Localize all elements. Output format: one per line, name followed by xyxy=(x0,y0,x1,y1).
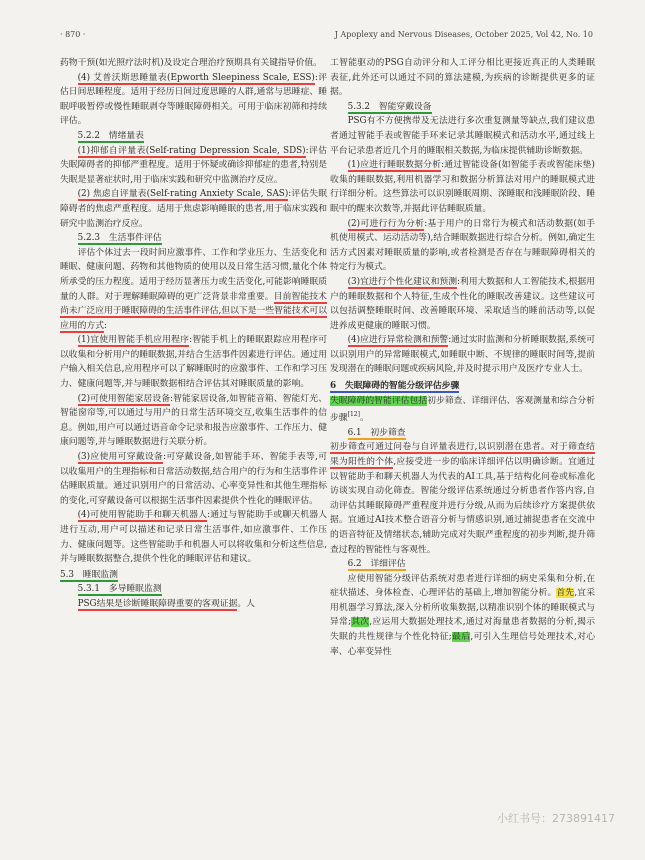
sas-item: (2) 焦虑自评量表(Self-rating Anxiety Scale, SAS):评估失眠障碍者的焦虑严重程度。适用于焦虑影响睡眠的患者,用于临床实践和研究中监测治疗反应。 xyxy=(60,189,327,229)
ess-item: (4) 艾普沃斯思睡量表(Epworth Sleepiness Scale, ESS):评估日间思睡程度。适用于经历日间过度思睡的人群,通常与思睡症、睡眠呼吸暂停或慢性睡眠剥夺等睡眠障碍相关。可用于临床初筛和持续评估。 xyxy=(60,72,327,127)
section-6-paragraph: 失眠障碍的智能评估包括初步筛查、详细评估、客观测量和综合分析步骤[12]。 xyxy=(330,395,595,424)
right-column xyxy=(330,56,595,659)
smartphone-item: (1)宜使用智能手机应用程序:智能手机上的睡眠跟踪应用程序可以收集和分析用户的睡眠数据,并结合生活事件因素进行评估。通过用户输入相关信息,应用程序可以了解睡眠时的应激事件、工作和学习压力、健康问题等,并与睡眠数据相结合评估其对睡眠质量的影响。 xyxy=(60,335,327,390)
data-analysis-item: (1)应进行睡眠数据分析:通过智能设备(如智能手表或智能床垫)收集的睡眠数据,利用机器学习和数据分析算法对用户的睡眠模式进行详细分析。这些算法可以识别睡眠周期、深睡眠和浅睡眠阶段、睡眠中的醒来次数等,并据此评估睡眠质量。 xyxy=(330,160,595,214)
watermark: 小红书号：273891417 xyxy=(497,812,615,825)
first-marker: 首先 xyxy=(556,588,575,599)
life-events-paragraph: 评估个体过去一段时间应激事件、工作和学业压力、生活变化和睡眠、健康问题、药物和其他物质的使用以及日常生活习惯,量化个体所承受的压力程度。适用于经历显著压力或生活变化,可能影响睡眠质量的人群。对于理解睡眠障碍的更广泛背景非常重要。目前智能技术尚未广泛应用于睡眠障碍的生活事件评估,但以下是一些智能技术可以应用的方式: xyxy=(60,247,327,331)
reference-mark: [12] xyxy=(347,411,360,419)
sds-item: (1)抑郁自评量表(Self-rating Depression Scale, SDS):评估失眠障碍者的抑郁严重程度。适用于怀疑或确诊抑郁症的患者,特别是失眠是显著症状时,用于临床实践和研究中监测治疗反应。 xyxy=(60,145,327,185)
sds-label: (1)抑郁自评量表(Self-rating Depression Scale, SDS) xyxy=(77,145,306,156)
personalized-advice-item: (3)宜进行个性化建议和预测:利用大数据和人工智能技术,根据用户的睡眠数据和个人特征,生成个性化的睡眠改善建议。这些建议可以包括调整睡眠时间、改善睡眠环境、采取适当的睡前活动等,以促进养成更健康的睡眠习惯。 xyxy=(330,276,595,331)
psg-highlight: PSG结果是诊断睡眠障碍重要的客观证据 xyxy=(77,598,238,609)
section-5-3-1-heading: 5.3.1 多导睡眠监测 xyxy=(77,584,162,595)
behavior-analysis-item: (2)可进行行为分析:基于用户的日常行为模式和活动数据(如手机使用模式、运动活动等),结合睡眠数据进行综合分析。例如,确定生活方式因素对睡眠质量的影响,或者检测是否存在与睡眠障碍相关的特定行为模式。 xyxy=(330,218,595,273)
second-marker: 其次 xyxy=(351,617,370,628)
section-6-2-heading: 6.2 详细评估 xyxy=(347,559,406,570)
psg-paragraph: PSG结果是诊断睡眠障碍重要的客观证据。人 xyxy=(77,598,255,609)
page-header xyxy=(60,30,593,39)
section-6-heading: 6 失眠障碍的智能分级评估步骤 xyxy=(330,381,460,392)
section-5-3-heading: 5.3 睡眠监测 xyxy=(60,569,118,580)
section-6-1-heading: 6.1 初步筛查 xyxy=(347,427,406,438)
last-marker: 最后 xyxy=(451,632,471,643)
wearable-paragraph: PSG有不方便携带及无法进行多次重复测量等缺点,我们建议患者通过智能手表或智能手环来记录其睡眠模式和活动水平,通过线上平台记录患者近几个月的睡眠相关数据,为临床提供辅助诊断数据。 xyxy=(330,116,595,156)
section-5-2-2-heading: 5.2.2 情绪量表 xyxy=(77,130,144,141)
wearable-item: (3)应使用可穿戴设备:可穿戴设备,如智能手环、智能手表等,可以收集用户的生理指标和日常活动数据,结合用户的行为和生活事件评估睡眠质量。通过识别用户的日常活动、心率变异性和其他生理指标的变化,可穿戴设备可以根据生活事件因素提供个性化的睡眠评估。 xyxy=(60,452,327,506)
detailed-assessment-paragraph: 应使用智能分级评估系统对患者进行详细的病史采集和分析,在症状描述、身体检查、心理评估的基础上,增加智能分析。首先,宜采用机器学习算法,深入分析所收集数据,以精准识别个体的睡眠模式与异常;其次,应运用大数据处理技术,通过对海量患者数据的分析,揭示失眠的共性规律与个性化特征;最后,可引入生理信号处理技术,对心率、心率变异性 xyxy=(330,573,595,657)
anomaly-detection-item: (4)应进行异常检测和预警:通过实时监测和分析睡眠数据,系统可以识别用户的异常睡眠模式,如睡眠中断、不规律的睡眠时间等,提前发现潜在的睡眠问题或疾病风险,并及时提示用户及医疗专业人士。 xyxy=(330,335,595,375)
section-5-2-3-heading: 5.2.3 生活事件评估 xyxy=(77,233,162,244)
ess-label: (4) 艾普沃斯思睡量表(Epworth Sleepiness Scale, ESS) xyxy=(77,72,315,83)
paragraph: 工智能驱动的PSG自动评分和人工评分相比更接近真正的人类睡眠表征,此外还可以通过不同的算法建模,为疾病的诊断提供更多的证据。 xyxy=(330,58,595,98)
journal-citation: J Apoplexy and Nervous Diseases, October 2025, Vol 42, No. 10 xyxy=(334,30,593,39)
assistant-item: (4)可使用智能助手和聊天机器人:通过与智能助手或聊天机器人进行互动,用户可以描述和记录日常生活事件,如应激事件、工作压力、健康问题等。这些智能助手和机器人可以将收集和分析这些信息,并与睡眠数据整合,提供个性化的睡眠评估和建议。 xyxy=(60,510,327,565)
left-column xyxy=(60,56,327,612)
smart-home-item: (2)可使用智能家居设备:智能家居设备,如智能音箱、智能灯光、智能窗帘等,可以通过与用户的日常生活环境交互,收集生活事件的信息。例如,用户可以通过语音命令记录和报告应激事件、工作压力、健康问题等,并与睡眠数据进行关联分析。 xyxy=(60,393,327,448)
section-5-3-2-heading: 5.3.2 智能穿戴设备 xyxy=(347,101,432,112)
paragraph: 药物干预(如光照疗法时机)及设定合理治疗预期具有关键指导价值。 xyxy=(60,58,322,68)
page-number: · 870 · xyxy=(60,30,86,39)
life-events-highlight: 目前智能技术尚未广泛应用于睡眠障碍的生活事件评估,但以下是一些智能技术可以应用的方式 xyxy=(60,291,327,331)
section-6-highlight: 失眠障碍的智能评估包括 xyxy=(330,395,428,406)
screening-paragraph: 初步筛查可通过问卷与自评量表进行,以识别潜在患者。对于筛查结果为阳性的个体,应接受进一步的临床详细评估以明确诊断。宜通过以智能助手和聊天机器人为代表的AI工具,基于结构化问卷或标准化访谈实现自动化筛查。智能分级评估系统通过分析患者作答内容,自动评估其睡眠障碍严重程度并进行分级,从而为后续诊疗方案提供依据。宜通过AI技术整合语音分析与情感识别,通过捕捉患者在交流中的语音特征及情绪状态,辅助完成对失眠严重程度的初步判断,提升筛查过程的智能性与客观性。 xyxy=(330,442,595,555)
sas-label: (2) 焦虑自评量表(Self-rating Anxiety Scale, SAS) xyxy=(77,189,289,200)
